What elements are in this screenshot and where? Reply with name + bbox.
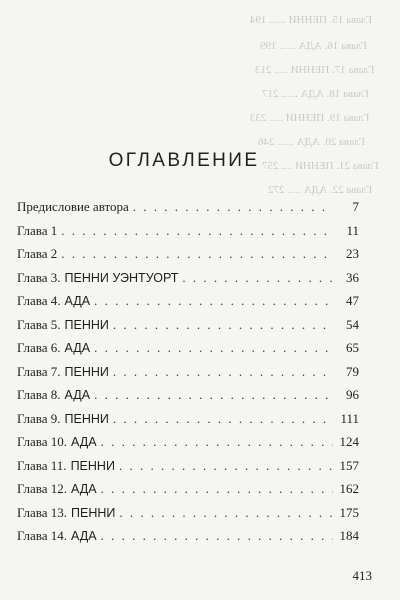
toc-entry (17, 318, 359, 342)
entry-label: Глава 7. (17, 363, 61, 379)
toc-entry (17, 506, 359, 530)
dot-leader (182, 271, 333, 284)
entry-page-number: 79 (346, 363, 359, 379)
entry-label: Глава 5. (17, 316, 61, 332)
entry-page-number: 162 (339, 481, 359, 496)
entry-chapter-name: АДА (64, 341, 91, 355)
toc-entry (17, 412, 359, 436)
entry-page-number: 124 (339, 434, 359, 449)
toc-entry (17, 482, 359, 506)
toc-entry (17, 200, 359, 224)
entry-page-number: 23 (346, 246, 359, 261)
entry-page-number: 54 (346, 316, 359, 332)
page-number: 413 (352, 568, 372, 583)
dot-leader (113, 412, 333, 425)
dot-leader (61, 247, 333, 260)
entry-chapter-name: АДА (64, 388, 91, 402)
entry-page-number: 7 (352, 199, 359, 214)
dot-leader (101, 482, 333, 495)
entry-chapter-name: АДА (71, 529, 97, 543)
entry-page-number: 184 (339, 528, 359, 543)
dot-leader (119, 459, 333, 472)
dot-leader (101, 529, 333, 542)
entry-label: Глава 3. (17, 269, 61, 285)
entry-page-number: 11 (346, 222, 359, 238)
entry-chapter-name: ПЕННИ УЭНТУОРТ (64, 270, 179, 285)
entry-label: Глава 2 (17, 246, 58, 261)
dot-leader (113, 365, 333, 378)
dot-leader (94, 388, 333, 401)
entry-chapter-name: ПЕННИ (64, 411, 109, 426)
entry-chapter-name: ПЕННИ (71, 505, 116, 520)
entry-label: Глава 14. (17, 528, 68, 543)
toc-entry (17, 294, 359, 318)
entry-label: Глава 9. (17, 410, 61, 426)
entry-label: Глава 1 (17, 222, 58, 238)
dot-leader (94, 341, 333, 354)
table-of-contents (17, 200, 359, 553)
entry-chapter-name: АДА (64, 294, 91, 308)
entry-label: Глава 13. (17, 504, 68, 520)
dot-leader (113, 318, 333, 331)
toc-entry (17, 224, 359, 248)
page-title: ОГЛАВЛЕНИЕ (108, 150, 260, 171)
entry-page-number: 175 (339, 504, 359, 520)
entry-chapter-name: ПЕННИ (64, 364, 109, 379)
entry-label: Предисловие автора (17, 199, 129, 214)
entry-label: Глава 8. (17, 387, 61, 402)
toc-entry (17, 271, 359, 295)
dot-leader (101, 435, 333, 448)
dot-leader (119, 506, 333, 519)
toc-entry (17, 341, 359, 365)
entry-page-number: 96 (346, 387, 359, 402)
toc-entry (17, 247, 359, 271)
dot-leader (61, 224, 333, 237)
entry-label: Глава 6. (17, 340, 61, 355)
entry-label: Глава 4. (17, 293, 61, 308)
entry-chapter-name: ПЕННИ (70, 458, 115, 473)
entry-label: Глава 12. (17, 481, 68, 496)
entry-page-number: 36 (346, 269, 359, 285)
entry-page-number: 157 (339, 457, 359, 473)
dot-leader (133, 200, 333, 213)
entry-page-number: 47 (346, 293, 359, 308)
entry-chapter-name: АДА (71, 482, 97, 496)
entry-page-number: 111 (340, 410, 359, 426)
show-through-text: Глава 15. ПЕННИ ...... 194 Глава 16. АДА ...... 199 Глава 17. ПЕННИ ..... 213 Глава 18. АДА ...... 217 Глава 19. ПЕННИ ..... 233 Глава 20. АДА ...... 246 Глава 21. ПЕННИ .... 257 Глава 22. АДА ..... 272 (250, 14, 379, 196)
toc-entry (17, 365, 359, 389)
entry-page-number: 65 (346, 340, 359, 355)
entry-label: Глава 10. (17, 434, 68, 449)
entry-chapter-name: АДА (71, 435, 97, 449)
toc-entry (17, 435, 359, 459)
toc-entry (17, 388, 359, 412)
entry-chapter-name: ПЕННИ (64, 317, 109, 332)
dot-leader (94, 294, 333, 307)
toc-entry (17, 529, 359, 553)
entry-label: Глава 11. (17, 457, 67, 473)
toc-entry (17, 459, 359, 483)
